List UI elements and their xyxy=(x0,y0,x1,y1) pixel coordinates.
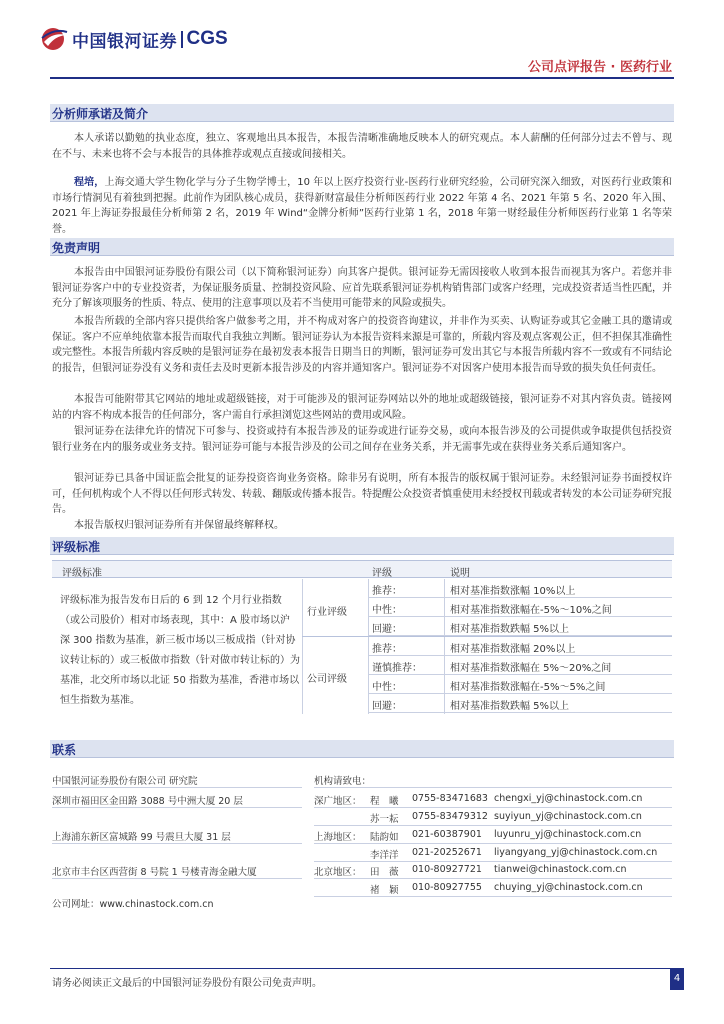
disclaimer-paragraph: 银河证券已具备中国证监会批复的证券投资咨询业务资格。除非另有说明，所有本报告的版权属于银河证券。未经银河证券书面授权许可，任何机构或个人不得以任何形式转发、转载、翻版或传播本报告。特提醒公众投资者慎重使用未经授权刊载或者转发的本公司证券研究报告。 xyxy=(52,473,672,515)
institutional-sales-label: 机构请致电： xyxy=(314,776,372,787)
rating-name: 推荐： xyxy=(372,586,402,597)
rating-text: 相对基准指数跌幅 5%以上 xyxy=(450,624,570,635)
header-divider xyxy=(50,77,674,79)
contact-email[interactable]: suyiyun_yj@chinastock.com.cn xyxy=(494,811,642,822)
contact-email[interactable]: chengxi_yj@chinastock.com.cn xyxy=(494,793,643,804)
contact-row xyxy=(314,826,672,844)
office-address xyxy=(52,861,302,879)
office-address xyxy=(52,826,302,844)
contact-phone: 010-80927755 xyxy=(412,882,482,893)
section-contact xyxy=(50,740,674,758)
company-name: 中国银河证券股份有限公司 研究院 xyxy=(52,776,198,787)
header-rating: 评级 xyxy=(372,568,392,579)
disclaimer-paragraph: 本报告由中国银河证券股份有限公司（以下简称银河证券）向其客户提供。银河证券无需因接收人收到本报告而视其为客户。若您并非银河证券客户中的专业投资者，为保证服务质量、控制投资风险、应首先联系银河证券机构销售部门或客户经理，完成投资者适当性匹配，并充分了解该项服务的性质、特点、使用的注意事项以及若不当使用可能带来的风险或损失。 xyxy=(52,267,672,309)
contact-name: 苏一耘 xyxy=(370,814,399,825)
rating-row xyxy=(368,637,672,656)
logo-english-name: CGS xyxy=(186,28,228,49)
contact-row xyxy=(314,808,672,826)
contact-region: 北京地区： xyxy=(314,867,362,878)
analyst-name: 程培， xyxy=(74,177,105,188)
section-title: 免责声明 xyxy=(52,241,101,255)
rating-name: 推荐： xyxy=(372,644,402,655)
disclaimer-paragraph: 本报告所载的全部内容只提供给客户做参考之用，并不构成对客户的投资咨询建议，并非作为买卖、认购证券或其它金融工具的邀请或保证。客户不应单纯依靠本报告而取代自我独立判断。银河证券认为本报告资料来源是可靠的，所载内容及观点客观公正，但不担保其准确性或完整性。本报告所载内容反映的是银河证券在最初发表本报告日期当日的判断，银河证券可发出其它与本报告所载内容不一致或有不同结论的报告，但银河证券没有义务和责任去及时更新本报告涉及的内容并通知客户。银河证券不对因客户使用本报告而导致的损失负任何责任。 xyxy=(52,316,672,374)
rating-row xyxy=(368,675,672,694)
footer-disclaimer: 请务必阅读正文最后的中国银河证券股份有限公司免责声明。 xyxy=(52,978,322,989)
contact-row xyxy=(314,844,672,862)
contact-name: 田 薇 xyxy=(370,867,399,878)
contact-name: 褚 颖 xyxy=(370,885,399,896)
contact-phone: 021-20252671 xyxy=(412,847,482,858)
contact-name: 李洋洋 xyxy=(370,850,399,861)
contact-name: 陆韵如 xyxy=(370,832,399,843)
rating-row xyxy=(368,579,672,598)
rating-text: 相对基准指数涨幅在 5%～20%之间 xyxy=(450,663,612,674)
contact-phone: 0755-83479312 xyxy=(412,811,488,822)
contact-region: 上海地区： xyxy=(314,832,362,843)
logo-chinese-name: 中国银河证券 xyxy=(72,31,177,52)
contact-name: 程 曦 xyxy=(370,796,399,807)
contact-company xyxy=(52,770,302,788)
section-disclaimer xyxy=(50,238,674,256)
rating-standard-description: 评级标准为报告发布日后的 6 到 12 个月行业指数（或公司股价）相对市场表现，其中：A 股市场以沪深 300 指数为基准，新三板市场以三板成指（针对协议转让标的）或三板做市指数（针对做市转让标的）为基准，北交所市场以北证 50 指数为基准，香港市场以恒生指数为基准。 xyxy=(60,595,300,706)
contact-region: 深广地区： xyxy=(314,796,362,807)
section-title: 分析师承诺及简介 xyxy=(52,107,149,121)
contact-row xyxy=(314,790,672,808)
analyst-bio-text: 上海交通大学生物化学与分子生物学博士，10 年以上医疗投资行业-医药行业研究经验，公司研究深入细致，对医药行业政策和市场行情洞见有着独到把握。此前作为团队核心成员，获得新财富最佳分析师医药行业 2022 年第 4 名、2021 年第 5 名、2020 年入围、2021 年上海证券报最佳分析师第 2 名，2019 年 Wind“金牌分析师”医药行业第 1 名，2018 年第一财经最佳分析师医药行业第 1 名等荣誉。 xyxy=(52,177,673,235)
analyst-promise: 本人承诺以勤勉的执业态度，独立、客观地出具本报告，本报告清晰准确地反映本人的研究观点。本人薪酬的任何部分过去不曾与、现在不与、未来也将不会与本报告的具体推荐或观点直接或间接相关。 xyxy=(52,133,672,160)
report-type: 公司点评报告 · 医药行业 xyxy=(528,60,672,75)
section-title: 评级标准 xyxy=(52,540,101,554)
rating-name: 回避： xyxy=(372,624,402,635)
disclaimer-paragraph: 本报告版权归银河证券所有并保留最终解释权。 xyxy=(74,520,284,531)
section-analyst xyxy=(50,104,674,122)
company-website[interactable]: 公司网址：www.chinastock.com.cn xyxy=(52,899,214,910)
rating-row xyxy=(368,598,672,617)
rating-table xyxy=(52,557,672,714)
rating-text: 相对基准指数涨幅 20%以上 xyxy=(450,644,576,655)
rating-text: 相对基准指数涨幅在-5%～5%之间 xyxy=(450,682,606,693)
contact-phone: 010-80927721 xyxy=(412,864,482,875)
rating-text: 相对基准指数跌幅 5%以上 xyxy=(450,701,570,712)
disclaimer-paragraph: 本报告可能附带其它网站的地址或超级链接，对于可能涉及的银河证券网站以外的地址或超级链接，银河证券不对其内容负责。链接网站的内容不构成本报告的任何部分，客户需自行承担浏览这些网站的费用或风险。 xyxy=(52,394,672,421)
table-divider xyxy=(302,579,303,714)
rating-row xyxy=(368,694,672,713)
company-rating-label: 公司评级 xyxy=(307,674,347,685)
rating-text: 相对基准指数涨幅 10%以上 xyxy=(450,586,576,597)
office-address xyxy=(52,790,302,808)
rating-name: 中性： xyxy=(372,605,402,616)
office-address-text: 北京市丰台区西营街 8 号院 1 号楼青海金融大厦 xyxy=(52,867,257,878)
analyst-bio xyxy=(52,175,672,237)
header-description: 说明 xyxy=(450,568,470,579)
contact-phone: 0755-83471683 xyxy=(412,793,488,804)
page-number: 4 xyxy=(670,968,684,990)
section-title: 联系 xyxy=(52,743,77,757)
office-address-text: 深圳市福田区金田路 3088 号中洲大厦 20 层 xyxy=(52,796,243,807)
contact-email[interactable]: liyangyang_yj@chinastock.com.cn xyxy=(494,847,658,858)
galaxy-logo-icon xyxy=(40,26,68,52)
contact-email[interactable]: luyunru_yj@chinastock.com.cn xyxy=(494,829,642,840)
institutional-sales xyxy=(314,770,672,788)
rating-text: 相对基准指数涨幅在-5%～10%之间 xyxy=(450,605,612,616)
disclaimer-paragraph: 银河证券在法律允许的情况下可参与、投资或持有本报告涉及的证券或进行证券交易，或向本报告涉及的公司提供或争取提供包括投资银行业务在内的服务或业务支持。银河证券可能与本报告涉及的公司之间存在业务关系，并无需事先或在获得业务关系后通知客户。 xyxy=(52,426,672,453)
rating-table-header xyxy=(52,560,672,578)
industry-rating-label: 行业评级 xyxy=(307,607,347,618)
footer-divider xyxy=(50,968,674,969)
rating-name: 谨慎推荐： xyxy=(372,663,422,674)
header-standard: 评级标准 xyxy=(62,568,102,579)
rating-name: 中性： xyxy=(372,682,402,693)
office-address-text: 上海浦东新区富城路 99 号震旦大厦 31 层 xyxy=(52,832,231,843)
section-rating xyxy=(50,537,674,555)
rating-row xyxy=(368,656,672,675)
contact-email[interactable]: chuying_yj@chinastock.com.cn xyxy=(494,882,643,893)
rating-name: 回避： xyxy=(372,701,402,712)
rating-row xyxy=(368,617,672,636)
company-logo xyxy=(40,26,228,52)
contact-phone: 021-60387901 xyxy=(412,829,482,840)
contact-row xyxy=(314,861,672,879)
logo-separator xyxy=(181,31,183,48)
contact-row xyxy=(314,879,672,897)
contact-email[interactable]: tianwei@chinastock.com.cn xyxy=(494,864,627,875)
